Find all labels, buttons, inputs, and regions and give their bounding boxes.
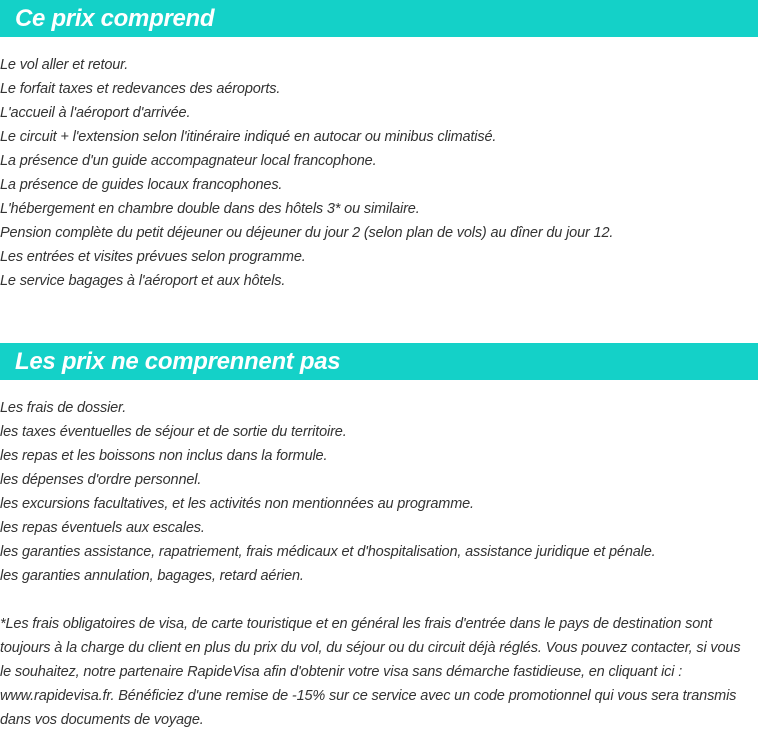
list-item: les taxes éventuelles de séjour et de sortie du territoire. [0, 424, 347, 440]
list-item: Pension complète du petit déjeuner ou déjeuner du jour 2 (selon plan de vols) au dîner du jour 12. [0, 225, 614, 241]
list-item: L'hébergement en chambre double dans des hôtels 3* ou similaire. [0, 201, 420, 217]
visa-note: *Les frais obligatoires de visa, de carte touristique et en général les frais d'entrée dans le pays de destination sont toujours à la charge du client en plus du prix du vol, du séjour ou du circuit déjà réglés. Vous pouvez contacter, si vous le souhaitez, notre partenaire RapideVisa afin d'obtenir votre visa sans démarche fastidieuse, en cliquant ici : www.rapidevisa.fr. Bénéficiez d'une remise de -15% sur ce service avec un code promotionnel qui vous sera transmis dans vos documents de voyage. [0, 616, 741, 728]
list-item: les excursions facultatives, et les activités non mentionnées au programme. [0, 496, 474, 512]
list-item: Les frais de dossier. [0, 400, 127, 416]
list-item: les repas éventuels aux escales. [0, 520, 205, 536]
included-list [0, 53, 613, 293]
list-item: les dépenses d'ordre personnel. [0, 472, 202, 488]
list-item: La présence de guides locaux francophones. [0, 177, 283, 193]
list-item: les garanties assistance, rapatriement, frais médicaux et d'hospitalisation, assistance juridique et pénale. [0, 544, 656, 560]
list-item: Le circuit + l'extension selon l'itinéraire indiqué en autocar ou minibus climatisé. [0, 129, 497, 145]
list-item: Les entrées et visites prévues selon programme. [0, 249, 306, 265]
list-item: L'accueil à l'aéroport d'arrivée. [0, 105, 191, 121]
section-title-included: Ce prix comprend [0, 0, 758, 37]
excluded-list [0, 396, 656, 588]
section-title-excluded: Les prix ne comprennent pas [0, 343, 758, 380]
list-item: La présence d'un guide accompagnateur local francophone. [0, 153, 377, 169]
list-item: Le forfait taxes et redevances des aéroports. [0, 81, 281, 97]
list-item: les repas et les boissons non inclus dans la formule. [0, 448, 328, 464]
list-item: Le vol aller et retour. [0, 57, 129, 73]
list-item: Le service bagages à l'aéroport et aux hôtels. [0, 273, 286, 289]
list-item: les garanties annulation, bagages, retard aérien. [0, 568, 304, 584]
